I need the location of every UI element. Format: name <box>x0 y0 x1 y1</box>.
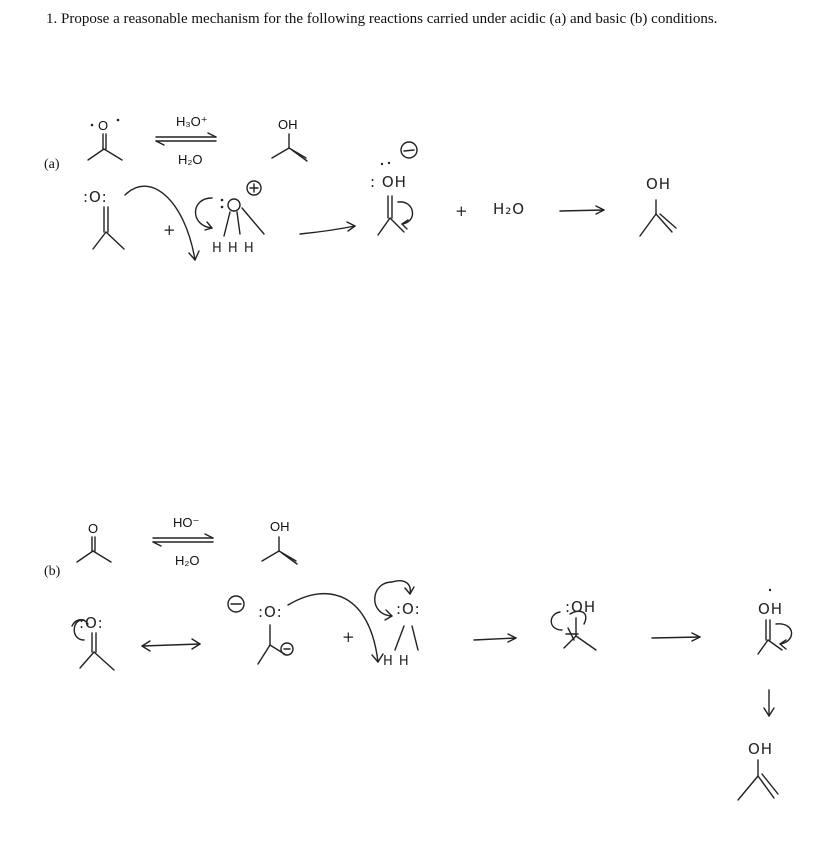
part-b-hand-enol-oh: OH <box>758 600 784 618</box>
part-a-reagent-top: H₃O⁺ <box>176 114 208 129</box>
part-a-label: (a) <box>44 157 60 172</box>
part-b-water-bonds <box>395 626 418 650</box>
part-a-curved-arrow-1 <box>125 186 195 260</box>
part-a-hand-acetone <box>93 207 124 249</box>
part-b-negative-charge <box>228 596 244 612</box>
part-a-reagent-bottom: H₂O <box>178 152 203 167</box>
part-b-down-arrow <box>764 690 774 716</box>
part-b-reagent-top: HO⁻ <box>173 515 200 530</box>
part-a-hand-enol-oh: : OH <box>370 173 407 191</box>
part-a-reactant-oxygen: O <box>98 118 109 133</box>
part-a-product-oh: OH <box>278 117 298 132</box>
part-a-reaction-arrow-2 <box>560 206 604 214</box>
part-b-resonance-arrow <box>142 639 200 651</box>
part-b-acetone-structure <box>77 537 111 562</box>
part-b-reaction-arrow-2 <box>652 633 700 641</box>
part-b-enol-with-arrow <box>758 589 792 654</box>
part-a-hand-water: H₂O <box>493 200 526 218</box>
part-a-enolate <box>378 196 413 235</box>
part-b-hand-water-o: :O: <box>396 600 421 618</box>
part-a-acetone-structure <box>88 119 122 160</box>
part-b-reaction-arrow-1 <box>474 634 516 642</box>
part-b-curved-arrow-2 <box>375 582 392 616</box>
part-b-product-oh: OH <box>270 519 290 534</box>
part-b-reactant-oxygen: O <box>88 521 99 536</box>
part-b-hand-carbanion-oh: :OH <box>565 598 597 616</box>
part-b-reagent-bottom: H₂O <box>175 553 200 568</box>
part-b-equilibrium-arrows <box>153 534 213 546</box>
part-a-hydronium <box>221 181 264 236</box>
question-text: 1. Propose a reasonable mechanism for the following reactions carried under acidic (a) and basic (b) conditions. <box>46 11 718 27</box>
part-a-hand-plus-2: + <box>455 202 469 220</box>
part-b-hand-acetone-1 <box>72 620 114 670</box>
part-a-enol-structure <box>272 134 307 161</box>
part-b-hand-water-h: H H <box>383 654 410 669</box>
part-a-hand-hydronium-h: H H H <box>212 241 255 256</box>
part-b-label: (b) <box>44 564 61 579</box>
part-b-hand-final-oh: OH <box>748 740 774 758</box>
part-a-curved-arrow-2 <box>196 198 213 228</box>
part-b-hand-plus: + <box>342 628 356 646</box>
part-b-curved-arrow-1 <box>288 594 378 662</box>
part-b-enolate <box>258 625 293 664</box>
part-a-reaction-arrow-1 <box>300 222 355 234</box>
part-b-hand-oxygen-1: :O: <box>79 614 104 632</box>
part-a-final-enol <box>640 200 676 236</box>
part-b-cation-intermediate <box>551 611 596 650</box>
part-b-final-enol <box>738 760 778 800</box>
part-a-hand-final-oh: OH <box>646 175 672 193</box>
part-a-equilibrium-arrows <box>156 133 216 145</box>
part-a-negative-charge <box>381 142 417 165</box>
part-a-hand-plus: + <box>163 221 177 239</box>
part-b-enol-structure <box>262 537 297 564</box>
part-b-hand-oxygen-2: :O: <box>258 603 283 621</box>
part-a-hand-oxygen: :O: <box>83 188 108 206</box>
